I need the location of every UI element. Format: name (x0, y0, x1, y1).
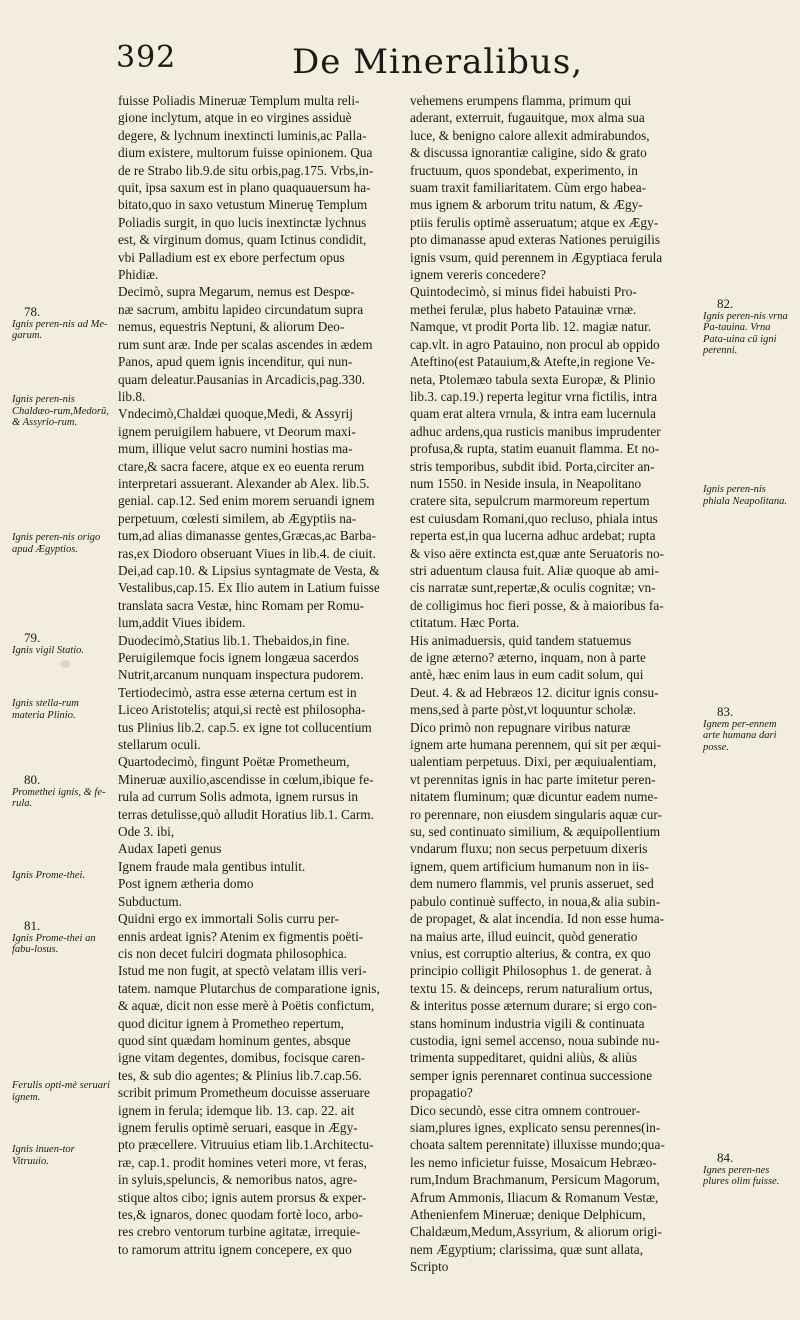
right-text-column (410, 92, 690, 1276)
text-line: scribit primum Prometheum docuisse asseruare (118, 1085, 370, 1101)
text-line: pto dimanasse apud exteras Nationes peruigilis (410, 232, 660, 248)
margin-note-right-3: 83. Ignem per-ennem arte humana dari posse. (703, 704, 777, 753)
margin-note-left-2: Ignis peren-nis Chaldæo-rum,Medorū, & Assyrio-rum. (12, 394, 109, 428)
text-line: Quidni ergo ex immortali Solis curru per- (118, 911, 340, 927)
text-line: Athenienfem Mineruæ; denique Delphicum, (410, 1207, 646, 1222)
text-line: Dico secundò, esse citra omnem controuer- (410, 1102, 641, 1118)
text-line: igne vitam degentes, domibus, focisque caren- (118, 1050, 366, 1066)
text-line: num 1550. in Neside insula, in Neapolitano (410, 475, 642, 491)
text-line: Subductum. (118, 893, 182, 909)
text-line: tes, & sub dio agentes; & Plinius lib.7.cap.56. (118, 1067, 362, 1083)
text-line: Vestalibus,cap.15. Ex Ilio autem in Latium fuisse (118, 580, 380, 596)
text-line: stans hominum industria vigili & continuata (410, 1015, 645, 1031)
margin-note-left-1: 78. Ignis peren-nis ad Me-garum. (12, 304, 108, 341)
text-line: nitatem fluminum; quæ dicuntur eadem nume- (410, 789, 658, 805)
text-line: choata saltem perennitate) illuxisse mundo;qua- (410, 1137, 665, 1153)
text-line: translata sacra Vestæ, hinc Romam per Romu- (118, 597, 365, 613)
text-line: ras,ex Diodoro obseruant Viues in lib.4. de ciuit. (118, 545, 376, 561)
text-line: adhuc ardens,qua rusticis manibus imprudenter (410, 423, 661, 439)
text-line: fuisse Poliadis Mineruæ Templum multa reli- (118, 93, 360, 108)
text-line: res crebro ventorum turbine agitatæ, irrequie- (118, 1224, 361, 1240)
margin-note-right-4: 84. Ignes peren-nes plures olim fuisse. (703, 1150, 780, 1187)
text-line: ctare,& sacra facere, atque ex eo euenta rerum (118, 458, 365, 474)
margin-note-right-2: Ignis peren-nis phiala Neapolitana. (703, 484, 787, 507)
text-line: Ode 3. ibi, (118, 824, 175, 840)
margin-note-left-9: Ferulis opti-mè seruari ignem. (12, 1080, 110, 1103)
text-line: lib.3. cap.19.) reperta legitur vrna fictilis, intra (410, 388, 658, 404)
paper-spot (60, 660, 70, 668)
text-line: & aquæ, dicit non esse merè à Poëtis confictum, (118, 998, 375, 1014)
text-line: Ignem fraude mala gentibus intulit. (118, 858, 306, 874)
text-line: lum,addit Viues ibidem. (118, 615, 246, 631)
text-line: Liceo Aristotelis; atqui,si rectè est philosopha- (118, 702, 366, 718)
text-line: suam traxit familiaritatem. Cùm ergo habea- (410, 180, 647, 196)
text-line: custodia, igni semel accenso, noua subinde nu- (410, 1032, 660, 1048)
text-line: Vndecimò,Chaldæi quoque,Medi, & Assyrij (118, 406, 353, 422)
text-line: antè, hæc enim laus in eum cadit solum, qui (410, 667, 644, 683)
text-line: Deut. 4. & ad Hebræos 12. dicitur ignis consu- (410, 684, 659, 700)
text-line: trimenta suppeditaret, quidni aliùs, & aliùs (410, 1050, 638, 1066)
text-line: propagatio? (410, 1085, 473, 1101)
text-line: tus Plinius lib.2. cap.5. ex igne tot collucentium (118, 719, 372, 735)
text-line: & interitus posse æternum durare; si ergo con- (410, 998, 657, 1014)
text-line: Quartodecimò, fingunt Poëtæ Prometheum, (118, 754, 350, 770)
text-line: ignem in ferula; idemque lib. 13. cap. 22. ait (118, 1102, 355, 1118)
text-line: pto præcellere. Vitruuius etiam lib.1.Architectu- (118, 1137, 374, 1153)
text-line: vehemens erumpens flamma, primum qui (410, 93, 632, 108)
text-line: ignem, quem artificium humanum non in iis- (410, 858, 649, 874)
text-line: cis non decet fulciri dogmata philosophica. (118, 945, 347, 961)
page-number: 392 (116, 40, 177, 75)
text-line: cap.vlt. in agro Patauino, non procul ab oppido (410, 336, 660, 352)
text-line: quod sint quædam hominum gentes, absque (118, 1032, 351, 1048)
text-line: ignem arte humana perennem, qui sit per æqui- (410, 737, 662, 753)
text-line: Afrum Ammonis, Iliacum & Romanum Vestæ, (410, 1189, 659, 1205)
text-line: Decimò, supra Megarum, nemus est Despœ- (118, 284, 355, 300)
text-line: tes,& ignaros, donec quodam fortè loco, arbo- (118, 1207, 363, 1222)
text-line: semper ignis perennaret continua successione (410, 1067, 653, 1083)
text-line: Nutrit,arcanum nunquam inspectura pudorem. (118, 667, 364, 683)
margin-note-left-8: 81. Ignis Prome-thei an fabu-losus. (12, 918, 96, 955)
text-line: Post ignem ætheria domo (118, 876, 254, 892)
text-line: profusa,& rupta, statim euanuit flamma. Et no- (410, 441, 660, 457)
text-line: in syluis,speluncis, & nemoribus natos, agre- (118, 1172, 358, 1188)
text-line: ctitatum. Hæc Porta. (410, 615, 520, 631)
text-line: de colligimus hoc fieri posse, & à maioribus fa- (410, 597, 664, 613)
text-line: quit, ipsa saxum est in plano quaquauersum ha- (118, 180, 371, 196)
text-line: His animaduersis, quid tandem statuemus (410, 632, 632, 648)
running-title: De Mineralibus, (292, 42, 584, 82)
text-line: Dei,ad cap.10. & Lipsius syntagmate de Vesta, & (118, 562, 380, 578)
text-line: stellarum oculi. (118, 737, 201, 753)
text-line: Namque, vt prodit Porta lib. 12. magiæ natur. (410, 319, 652, 335)
text-line: degere, & lychnum inextincti luminis,ac Palla- (118, 127, 367, 143)
text-line: stique altos cibo; ignis autem prorsus & exper- (118, 1189, 367, 1205)
text-line: Chaldæum,Medum,Assyrium, & aliorum origi- (410, 1224, 662, 1240)
text-line: pabulo continuè suffecto, in noua,& alia subin- (410, 893, 661, 909)
text-line: Poliadis surgit, in quo lucis inextinctæ lychnus (118, 214, 367, 230)
text-line: rula ad currum Solis admota, ignem rursus in (118, 789, 359, 805)
text-line: ro perennare, non eiusdem singularis aquæ cur- (410, 806, 662, 822)
text-line: næ sacrum, ambitu lapideo circundatum supra (118, 301, 364, 317)
text-line: ignem peruigilem habuere, vt Deorum maxi- (118, 423, 356, 439)
text-line: to ramorum attritu ignem concepere, ex quo (118, 1241, 352, 1257)
text-line: les nemo inficietur fuisse, Mosaicum Hebræo- (410, 1154, 657, 1170)
text-line: quam erat altera vrnula, & intra eam lucernula (410, 406, 656, 422)
text-line: Duodecimò,Statius lib.1. Thebaidos,in fine. (118, 632, 350, 648)
text-line: aderant, exterruit, fugauitque, mox alma sua (410, 110, 645, 126)
text-line: est, & virginum domus, quam Ictinus condidit, (118, 232, 367, 248)
text-line: ualentiam perpetuus. Dixi, per æquiualentiam, (410, 754, 657, 770)
text-line: fructuum, quos spondebat, experimento, in (410, 162, 638, 178)
margin-note-left-5: Ignis stella-rum materia Plinio. (12, 698, 79, 721)
text-line: gione inclytum, atque in eo virgines assiduè (118, 110, 352, 126)
margin-note-left-6: 80. Promethei ignis, & fe-rula. (12, 772, 106, 809)
text-line: tatem. namque Plutarchus de comparatione ignis, (118, 980, 380, 996)
margin-note-left-7: Ignis Prome-thei. (12, 870, 86, 881)
text-line: Ateftino(est Patauium,& Atefte,in regione Ve- (410, 354, 655, 370)
text-line: ræ, cap.1. prodit homines veteri more, vt feras, (118, 1154, 367, 1170)
text-line: rum sunt aræ. Inde per scalas ascendes in ædem (118, 336, 373, 352)
text-line: ptiis ferulis optimè asseruatum; atque ex Ægy- (410, 214, 659, 230)
margin-note-left-3: Ignis peren-nis origo apud Ægyptios. (12, 532, 101, 555)
text-line: quam deleatur.Pausanias in Arcadicis,pag.330. (118, 371, 366, 387)
text-line: tum,ad alias dimanasse gentes,Græcas,ac Barba- (118, 528, 377, 544)
text-line: vnius, est corruptio alterius, & contra, ex quo (410, 945, 651, 961)
text-line: vbi Palladium est ex ebore perfectum opus (118, 249, 345, 265)
page-header (0, 40, 800, 92)
text-line: rum,Indum Brachmanum, Persicum Magorum, (410, 1172, 660, 1188)
text-line: mens,sed à parte pòst,vt loquuntur scholæ. (410, 702, 637, 718)
text-line: Peruigilemque focis ignem longæua sacerdos (118, 650, 359, 665)
text-line: Tertiodecimò, astra esse æterna certum est in (118, 684, 357, 700)
text-line: siam,plures ignes, explicato sensu perennes(in- (410, 1119, 661, 1135)
text-line: methei ferulæ, plus habeto Patauinæ vrnæ. (410, 301, 637, 317)
text-line: cis narratæ sunt,repertæ,& oculis cognitæ; vn- (410, 580, 656, 596)
text-line: perpetuum, cœlesti similem, ab Ægyptiis na- (118, 510, 357, 526)
text-line: Audax Iapeti genus (118, 841, 222, 857)
text-line: Quintodecimò, si minus fidei habuisti Pro- (410, 284, 637, 300)
text-line: Mineruæ auxilio,ascendisse in cœlum,ibique fe- (118, 771, 374, 787)
text-line: luce, & benigno calore allexit admirabundos, (410, 127, 650, 143)
text-line: ennis ardeat ignis? Atenim ex figmentis poëti- (118, 928, 364, 944)
text-line: dium existere, multorum fuisse opinionem. Qua (118, 145, 373, 161)
text-line: vt perennitas ignis in hac parte imitetur peren- (410, 771, 656, 787)
text-line: nem Ægyptium; clarissima, quæ sunt allata, (410, 1241, 644, 1257)
text-line: ignis vsum, quid perennem in Ægyptiaca ferula (410, 249, 663, 265)
text-line: mum, illique velut sacro numini hostias ma- (118, 441, 353, 457)
text-line: est cuiusdam Romani,quo recluso, phiala intus (410, 510, 658, 526)
left-text-column (118, 92, 396, 1258)
text-line: neta, Ptolemæo tabula sexta Europæ, & Plinio (410, 371, 656, 387)
text-line: de propaget, & alat incendia. Id non esse huma- (410, 911, 665, 927)
text-line: Panos, apud quem ignis incenditur, qui nun- (118, 354, 353, 370)
text-line: genial. cap.12. Sed enim morem seruandi ignem (118, 493, 375, 509)
text-line: terras detulisse,quò alludit Horatius lib.1. Carm. (118, 806, 374, 822)
text-line: Dico primò non repugnare viribus naturæ (410, 719, 631, 735)
text-line: stri aduentum clausa fuit. Aliæ quoque ab ami- (410, 562, 659, 578)
text-line: stris temporibus, subdit ibid. Porta,circiter an- (410, 458, 655, 474)
text-line: & viso aëre extincta est,quæ ante Seruatoris no- (410, 545, 665, 561)
margin-note-left-10: Ignis inuen-tor Vitruuio. (12, 1144, 75, 1167)
text-line: principio colligit Philosophus 1. de generat. à (410, 963, 652, 979)
text-line: reperta est,in qua lucerna adhuc ardebat; rupta (410, 528, 656, 544)
text-line: de re Strabo lib.9.de situ orbis,pag.175. Vrbs,in- (118, 162, 374, 178)
text-line: na maius arte, illud euincit, quòd generatio (410, 928, 638, 944)
text-line: Phidiæ. (118, 267, 159, 283)
text-line: interpretari assuerant. Alexander ab Alex. lib.5. (118, 475, 370, 491)
text-line: lib.8. (118, 388, 146, 404)
text-line: ignem vereris concedere? (410, 267, 546, 283)
text-line: vndarum fluxu; non secus perpetuum dixeris (410, 841, 648, 857)
text-line: cratere sita, sepulcrum marmoreum repertum (410, 493, 650, 509)
text-line: & discussa ignorantiæ caligine, sido & grato (410, 145, 647, 161)
text-line: Scripto (410, 1259, 449, 1275)
margin-note-right-1: 82. Ignis peren-nis vrna Pa-tauina. Vrna Pata-uina cū igni perenni. (703, 296, 788, 356)
text-line: Istud me non fugit, at spectò velatam illis veri- (118, 963, 367, 979)
text-line: quod dicitur ignem à Prometheo repertum, (118, 1015, 344, 1031)
text-line: bitato,quo in saxo vetustum Mineruę Templum (118, 197, 368, 213)
text-line: nemus, equestris Neptuni, & aliorum Deo- (118, 319, 345, 335)
text-line: ignem ferulis optimè seruari, easque in Ægy- (118, 1119, 358, 1135)
text-line: de igne æterno? æterno, inquam, non à parte (410, 650, 646, 665)
text-line: su, sed continuato similium, & æquipollentium (410, 824, 661, 840)
text-line: textu 15. & deinceps, rerum naturalium ortus, (410, 980, 653, 996)
margin-note-left-4: 79. Ignis vigil Statio. (12, 630, 85, 656)
text-line: dem numero flammis, vel prunis asseruet, sed (410, 876, 654, 892)
text-line: mus ignem & arborum tritu natum, & Ægy- (410, 197, 643, 213)
paper-spot (548, 1250, 554, 1256)
